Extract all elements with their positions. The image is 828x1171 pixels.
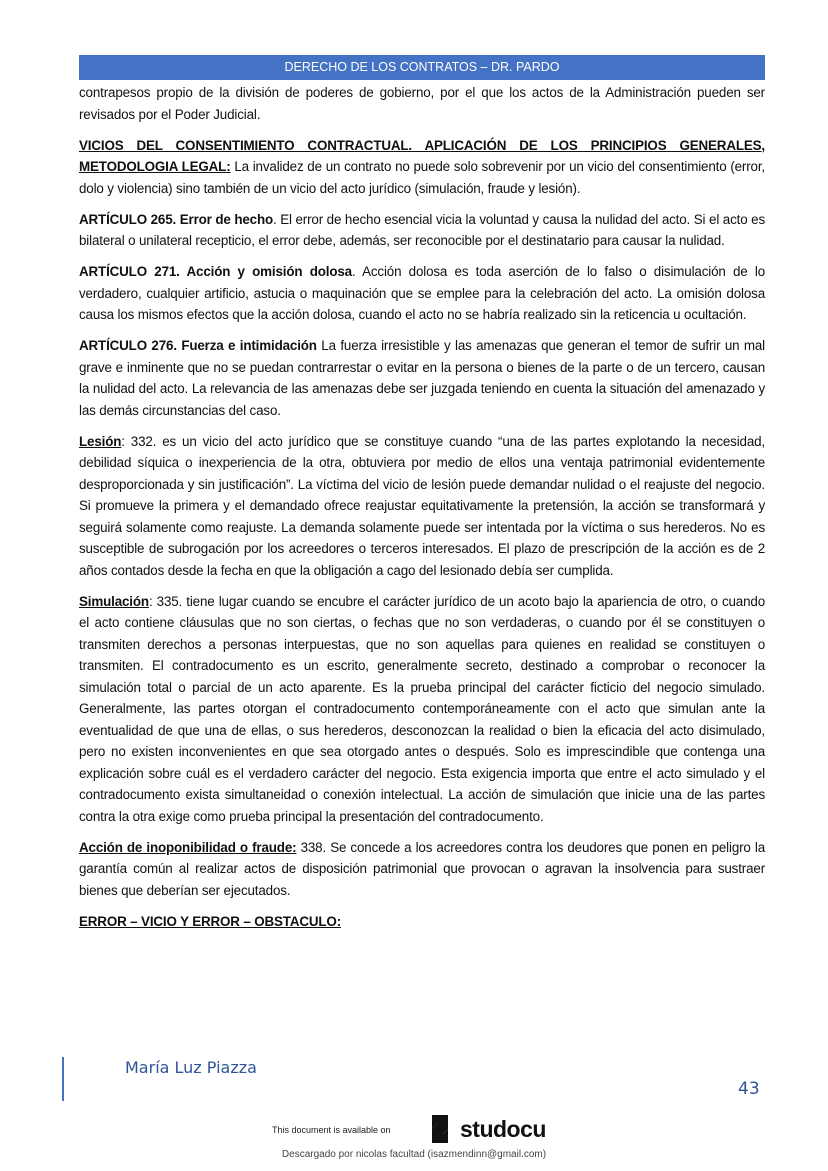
paragraph-text: La fuerza irresistible y las amenazas que generan el temor de sufrir un mal grave e inminente que no se puedan contrarrestar o evitar en la persona o bienes de la parte o de un tercero, causan la nulidad del acto. La relevancia de las amenazas debe ser juzgada teniendo en cuenta la situación del amenazado y las demás circunstancias del caso. bbox=[79, 338, 765, 418]
paragraph bbox=[79, 591, 765, 828]
section-heading: Lesión bbox=[79, 433, 122, 449]
document-body bbox=[79, 82, 765, 942]
header-title: DERECHO DE LOS CONTRATOS – DR. PARDO bbox=[284, 60, 560, 74]
paragraph bbox=[79, 209, 765, 252]
footer-author: María Luz Piazza bbox=[125, 1058, 257, 1077]
studocu-logo[interactable] bbox=[424, 1113, 546, 1145]
paragraph bbox=[79, 431, 765, 582]
studocu-brand: studocu bbox=[460, 1115, 546, 1142]
downloaded-by-text: Descargado por nicolas facultad (isazmendinn@gmail.com) bbox=[281, 1149, 547, 1160]
section-heading: Simulación bbox=[79, 593, 149, 609]
available-on-text: This document is available on bbox=[272, 1125, 391, 1135]
paragraph bbox=[79, 911, 765, 933]
paragraph bbox=[79, 261, 765, 326]
paragraph-text: . El error de hecho esencial vicia la voluntad y causa la nulidad del acto. Si el acto es bilateral o unilateral recepticio, el error debe, además, ser reconocible por el destinatario para causar la nulidad. bbox=[79, 211, 765, 248]
article-heading: ARTÍCULO 271. Acción y omisión dolosa bbox=[79, 264, 352, 279]
article-heading: ARTÍCULO 276. Fuerza e intimidación bbox=[79, 338, 317, 353]
footer-accent-bar bbox=[62, 1057, 64, 1101]
paragraph-text: 338. Se concede a los acreedores contra los deudores que ponen en peligro la garantía común al realizar actos de disposición patrimonial que provocan o agravan la insolvencia para sustraer bienes que deberían ser ejecutados. bbox=[79, 839, 765, 898]
paragraph-text: . Acción dolosa es toda aserción de lo falso o disimulación de lo verdadero, cualquier artificio, astucia o maquinación que se emplee para la celebración del acto. La omisión dolosa causa los mismos efectos que la acción dolosa, cuando el acto no se habría realizado sin la reticencia u ocultación. bbox=[79, 264, 765, 322]
article-heading: ARTÍCULO 265. Error de hecho bbox=[79, 211, 274, 227]
paragraph bbox=[79, 82, 765, 125]
paragraph-text: : 332. es un vicio del acto jurídico que se constituye cuando “una de las partes explotando la necesidad, debilidad síquica o inexperiencia de la otra, obtuviera por medio de ellos una ventaja patrimonial evidentemente desproporcionada y sin justificación”. La víctima del vicio de lesión puede demandar nulidad o el reajuste del negocio. Si promueve la primera y el demandado ofrece reajustar equitativamente la pretensión, la acción se transformará y seguirá solamente como reajuste. La demanda solamente puede ser intentada por la víctima o sus herederos. No es susceptible de subrogación por los acreedores o terceros interesados. El plazo de prescripción de la acción es de 2 años contados desde la fecha en que la obligación a cago del lesionado debía ser cumplida. bbox=[79, 433, 765, 578]
running-header bbox=[79, 55, 765, 80]
page-number: 43 bbox=[738, 1079, 760, 1099]
paragraph bbox=[79, 135, 765, 200]
studocu-logo-icon bbox=[424, 1113, 456, 1145]
paragraph-text: contrapesos propio de la división de poderes de gobierno, por el que los actos de la Administración pueden ser revisados por el Poder Judicial. bbox=[79, 85, 765, 122]
paragraph bbox=[79, 837, 765, 902]
paragraph-text: La invalidez de un contrato no puede solo sobrevenir por un vicio del consentimiento (error, dolo y violencia) sino también de un vicio del acto jurídico (simulación, fraude y lesión). bbox=[79, 159, 765, 196]
section-heading: Acción de inoponibilidad o fraude: bbox=[79, 839, 297, 855]
section-heading: VICIOS DEL CONSENTIMIENTO CONTRACTUAL. APLICACIÓN DE LOS PRINCIPIOS GENERALES, METODOLOGIA LEGAL: bbox=[79, 137, 765, 174]
paragraph-text: : 335. tiene lugar cuando se encubre el carácter jurídico de un acoto bajo la apariencia de otro, o cuando el acto contiene cláusulas que no son ciertas, o fechas que no son verdaderas, o cuando por él se constituyen o transmiten derechos a personas interpuestas, que no son aquellas para quienes en realidad se constituyen o transmiten. El contradocumento es un escrito, generalmente secreto, destinado a comprobar o reconocer la simulación total o parcial de un acto aparente. Es la prueba principal del carácter ficticio del negocio simulado. Generalmente, las partes otorgan el contradocumento contemporáneamente con el acto que simulan ante la eventualidad de que una de ellas, o sus herederos, desconozcan la realidad o bien la eficacia del acto disimulado, pero no existen inconvenientes en que sea otorgado antes o después. Solo es imprescindible que contenga una explicación sobre cuál es el verdadero carácter del negocio. Esta exigencia importa que entre el acto simulado y el contradocumento exista simultaneidad o conexión intelectual. La acción de simulación que inicie una de las partes contra la otra exige como prueba principal la presentación del contradocumento. bbox=[79, 593, 765, 824]
section-heading: ERROR – VICIO Y ERROR – OBSTACULO: bbox=[79, 913, 342, 929]
paragraph bbox=[79, 335, 765, 421]
